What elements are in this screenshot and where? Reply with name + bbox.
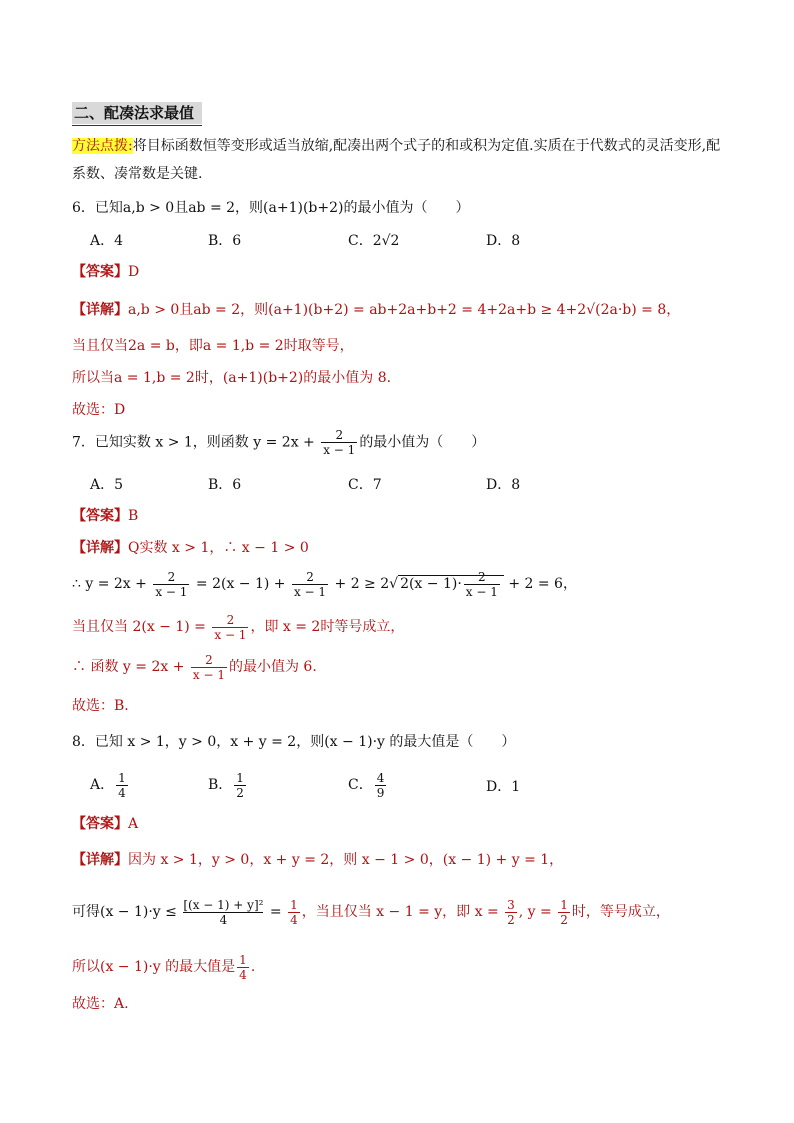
q8-c-num: 4 [376, 770, 385, 785]
q8-d3-a: 所以(x − 1)·y 的最大值是 [72, 959, 236, 975]
q8-option-a-frac [116, 771, 128, 800]
q8-detail-line-2 [72, 892, 670, 932]
q7-detail-line-2 [72, 566, 577, 602]
q6-detail-line-1 [72, 300, 680, 320]
q7-stem-fraction [321, 428, 357, 457]
q7-detail-line-1 [72, 538, 309, 558]
q8-d2-q-den: 4 [290, 912, 298, 927]
q7-d2-frac3-num: 2 [478, 569, 486, 584]
q8-a-num: 1 [118, 770, 126, 785]
q7-stem-text-b: 的最小值为（ ） [359, 434, 486, 451]
q8-choose: 故选：A. [72, 996, 129, 1012]
q7-d4-a: ∴ 函数 y = 2x + [72, 659, 189, 675]
q7-answer-label: 【答案】 [72, 508, 128, 524]
method-label: 方法点拨: [72, 138, 133, 154]
q6-answer-value: D [128, 264, 140, 280]
q6-answer-line [72, 262, 139, 282]
q8-option-a [90, 768, 130, 802]
q7-option-c: C．7 [348, 477, 382, 493]
q7-d2-frac2-num: 2 [306, 569, 314, 584]
q7-stem-num: 2 [335, 428, 344, 442]
q7-option-b: B．6 [208, 477, 242, 493]
q7-d3-a: 当且仅当 2(x − 1) = [72, 619, 211, 635]
q6-detail-2: 当且仅当2a = b，即a = 1,b = 2时取等号， [72, 338, 354, 354]
q7-d2-frac3-den: x − 1 [465, 584, 498, 599]
q6-option-c: C．2√2 [348, 233, 400, 249]
q6-option-b: B．6 [208, 233, 242, 249]
q7-d4-frac-den: x − 1 [192, 667, 225, 682]
q8-answer-label: 【答案】 [72, 816, 128, 832]
q7-d2-sqrt-sign: √ [389, 576, 399, 592]
q7-d2-frac3 [464, 570, 500, 599]
q8-option-c [348, 768, 388, 802]
q8-answer-line [72, 814, 138, 834]
q8-b-num: 1 [236, 770, 244, 785]
q6-answer-label: 【答案】 [72, 264, 128, 280]
q8-b-den: 2 [236, 785, 244, 800]
q8-d2-frac-den: 4 [183, 912, 263, 927]
q8-d2-frac-quarter [288, 898, 300, 927]
q7-option-d: D．8 [486, 477, 521, 493]
q7-d2-sqrt [398, 569, 504, 599]
q8-d3-b: . [250, 959, 256, 975]
q8-d2-c: ，当且仅当 x − 1 = y，即 x = [301, 904, 504, 920]
q6-option-a: A．4 [90, 233, 124, 249]
q8-d2-frac-y [558, 898, 570, 927]
q7-d3-frac-num: 2 [226, 612, 235, 627]
q8-d2-d: , y = [518, 904, 557, 920]
q8-d3-den: 4 [239, 967, 247, 982]
q7-d2-d: 2(x − 1)· [400, 576, 462, 592]
q8-d2-b: = [265, 904, 287, 920]
q7-d2-frac1-den: x − 1 [155, 584, 188, 599]
q8-detail-1: 因为 x > 1，y > 0，x + y = 2，则 x − 1 > 0，(x − 1) + y = 1， [128, 852, 564, 868]
q8-detail-line-1 [72, 850, 563, 870]
method-text-1: 将目标函数恒等变形或适当放缩,配凑出两个式子的和或积为定值.实质在于代数式的灵活变形,配 [132, 138, 721, 154]
q6-stem: 6．已知a,b > 0且ab = 2，则(a+1)(b+2)的最小值为（ ） [72, 200, 470, 216]
q8-d2-x-den: 2 [507, 912, 515, 927]
q7-d2-c: + 2 ≥ 2 [330, 576, 390, 592]
q7-stem [72, 428, 485, 457]
q7-choose: 故选：B. [72, 698, 129, 714]
q8-option-d: D．1 [486, 779, 521, 795]
q6-detail-label: 【详解】 [72, 302, 128, 318]
q7-d4-frac [191, 653, 227, 682]
q8-option-b-label: B． [208, 777, 233, 793]
q7-d2-frac2 [292, 570, 328, 599]
q7-d4-frac-num: 2 [205, 652, 213, 667]
q8-option-c-label: C． [348, 777, 373, 793]
q7-stem-text-a: 7．已知实数 x > 1，则函数 y = 2x + [72, 434, 320, 451]
q7-d2-e: + 2 = 6， [503, 576, 577, 592]
q7-d2-frac1 [153, 570, 189, 599]
q7-detail-label: 【详解】 [72, 540, 128, 556]
q8-d2-q-num: 1 [290, 897, 298, 912]
method-line-1 [72, 136, 720, 156]
q8-answer-value: A [128, 816, 139, 832]
section-title: 二、配凑法求最值 [72, 102, 202, 124]
q8-option-c-frac [375, 771, 387, 800]
q8-d2-frac-num: [(x − 1) + y]² [183, 897, 264, 912]
q7-d3-frac-den: x − 1 [214, 627, 247, 642]
q7-d2-a: ∴ y = 2x + [72, 576, 152, 592]
q8-d2-a: 可得(x − 1)·y ≤ [72, 904, 182, 920]
q7-detail-line-4 [72, 650, 317, 684]
q8-stem: 8．已知 x > 1，y > 0，x + y = 2，则(x − 1)·y 的最大值是（ ） [72, 734, 516, 750]
q8-option-b-frac [234, 771, 246, 800]
q7-d2-b: = 2(x − 1) + [191, 576, 290, 592]
q8-option-a-label: A． [90, 777, 115, 793]
q8-d2-e: 时，等号成立， [571, 904, 670, 920]
q6-detail-1: a,b > 0且ab = 2，则(a+1)(b+2) = ab+2a+b+2 = 4+2a+b ≥ 4+2√(2a·b) = 8， [128, 302, 681, 318]
q7-d3-frac [212, 613, 248, 642]
q8-a-den: 4 [118, 785, 126, 800]
q7-answer-value: B [128, 508, 139, 524]
q8-d2-y-den: 2 [560, 912, 568, 927]
method-line-2: 系数、凑常数是关键. [72, 166, 203, 182]
q8-d3-num: 1 [239, 952, 247, 967]
q6-detail-3: 所以当a = 1,b = 2时，(a+1)(b+2)的最小值为 8. [72, 370, 392, 386]
q8-d2-x-num: 3 [507, 897, 515, 912]
q8-d3-frac [237, 953, 249, 982]
q7-d4-b: 的最小值为 6. [228, 659, 317, 675]
q8-detail-line-3 [72, 950, 255, 984]
q7-detail-line-3 [72, 610, 404, 644]
q7-stem-den: x − 1 [323, 443, 356, 457]
q8-d2-y-num: 1 [560, 897, 568, 912]
q7-d3-b: ，即 x = 2时等号成立， [250, 619, 405, 635]
q7-option-a: A．5 [90, 477, 124, 493]
q7-d2-frac2-den: x − 1 [293, 584, 327, 599]
q8-d2-frac [183, 898, 263, 927]
q8-detail-label: 【详解】 [72, 852, 128, 868]
q7-d2-frac1-num: 2 [167, 569, 176, 584]
q7-answer-line [72, 506, 138, 526]
q6-option-d: D．8 [486, 233, 521, 249]
q6-choose: 故选：D [72, 402, 126, 418]
q8-d2-frac-x [505, 898, 517, 927]
q8-c-den: 9 [376, 785, 385, 800]
q8-option-b [208, 768, 248, 802]
q7-detail-1: Q实数 x > 1，∴ x − 1 > 0 [128, 540, 309, 556]
